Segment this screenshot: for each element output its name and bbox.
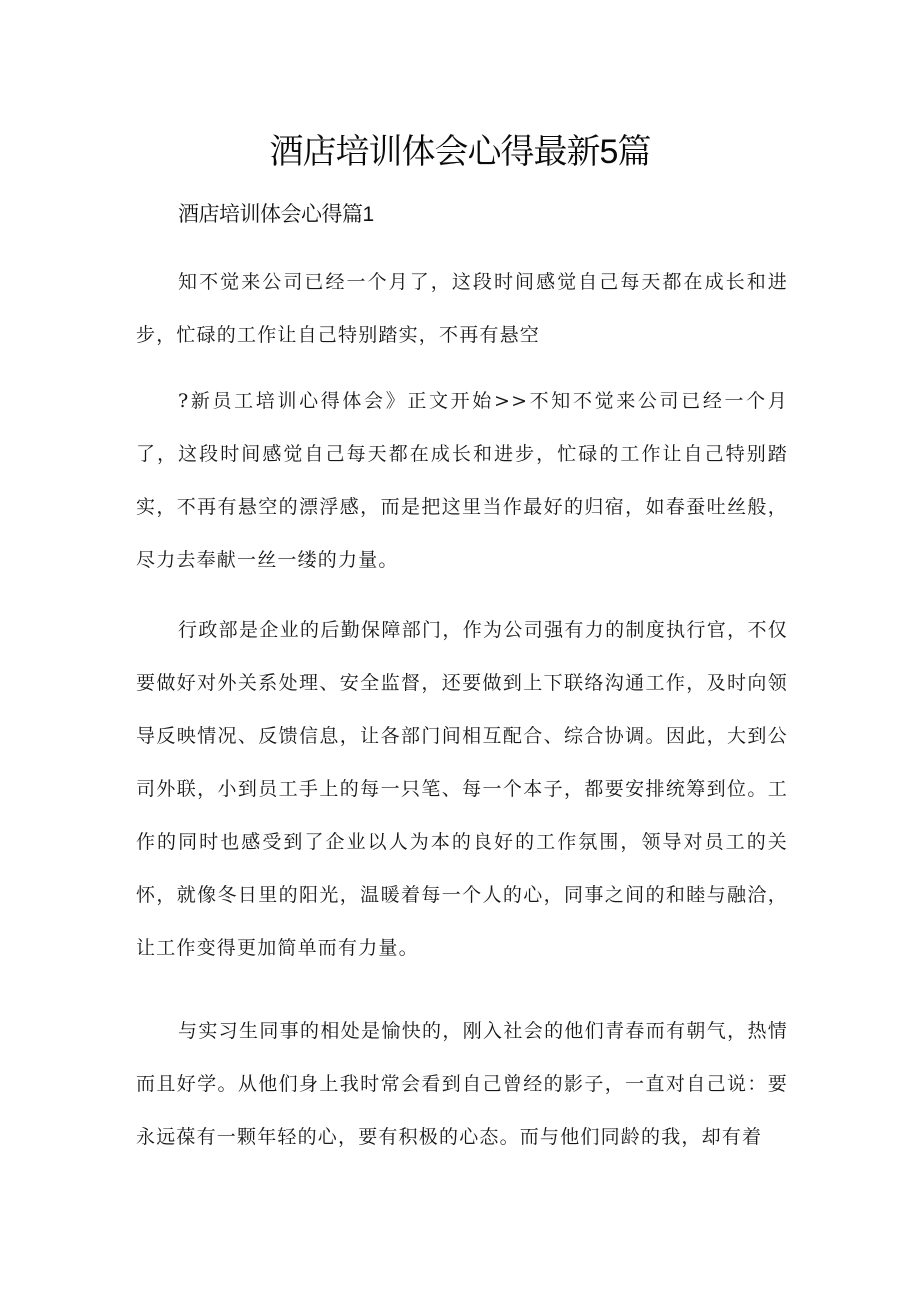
paragraph-2 [136, 375, 788, 587]
paragraph-text: ?新员工培训心得体会》正文开始>>不知不觉来公司已经一个月了，这段时间感觉自己每天都在成长和进步，忙碌的工作让自己特别踏实，不再有悬空的漂浮感，而是把这里当作最好的归宿，如春蚕吐丝般，尽力去奉献一丝一缕的力量。 [136, 390, 788, 571]
paragraph-3 [136, 604, 788, 975]
paragraph-text: 行政部是企业的后勤保障部门，作为公司强有力的制度执行官，不仅要做好对外关系处理、安全监督，还要做到上下联络沟通工作，及时向领导反映情况、反馈信息，让各部门间相互配合、综合协调。因此，大到公司外联，小到员工手上的每一只笔、每一个本子，都要安排统筹到位。工作的同时也感受到了企业以人为本的良好的工作氛围，领导对员工的关怀，就像冬日里的阳光，温暖着每一个人的心，同事之间的和睦与融洽，让工作变得更加简单而有力量。 [136, 619, 788, 959]
paragraph-1 [136, 256, 788, 362]
document-title: 酒店培训体会心得最新5篇 [269, 133, 651, 171]
paragraph-text: 与实习生同事的相处是愉快的，刚入社会的他们青春而有朝气，热情而且好学。从他们身上我时常会看到自己曾经的影子，一直对自己说：要永远葆有一颗年轻的心，要有积极的心态。而与他们同龄的我，却有着 [136, 1020, 788, 1148]
paragraph-4 [136, 1005, 788, 1164]
paragraph-text: 知不觉来公司已经一个月了，这段时间感觉自己每天都在成长和进步，忙碌的工作让自己特别踏实，不再有悬空 [136, 271, 788, 346]
section-heading: 酒店培训体会心得篇1 [178, 203, 374, 226]
